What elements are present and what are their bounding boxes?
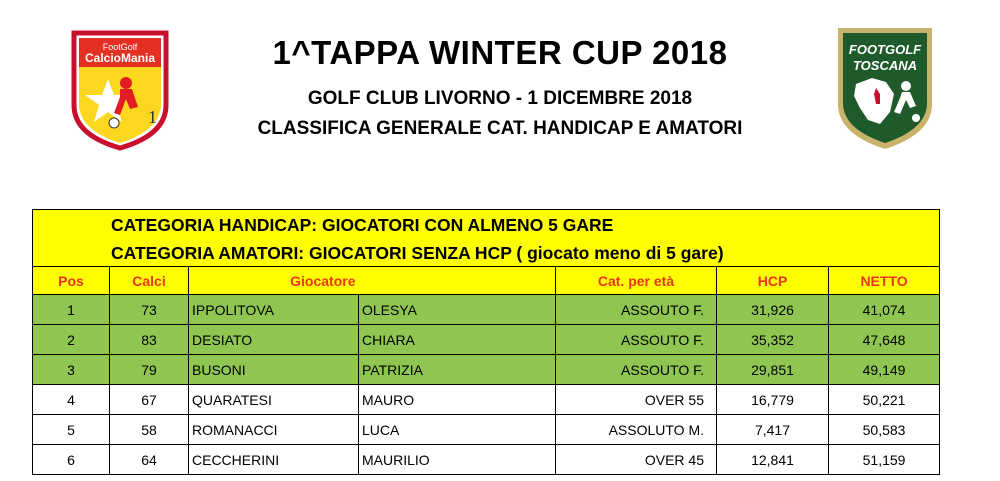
cell-cognome: QUARATESI <box>189 385 359 415</box>
cell-cognome: BUSONI <box>189 355 359 385</box>
cell-netto: 49,149 <box>829 355 940 385</box>
column-header-netto: NETTO <box>829 267 940 295</box>
page-title: 1^TAPPA WINTER CUP 2018 <box>272 34 728 71</box>
svg-text:CalcioMania: CalcioMania <box>84 51 156 65</box>
cell-netto: 50,583 <box>829 415 940 445</box>
svg-text:FOOTGOLF: FOOTGOLF <box>848 42 922 57</box>
table-row <box>33 445 940 475</box>
svg-text:1: 1 <box>148 107 157 127</box>
cell-hcp: 7,417 <box>717 415 829 445</box>
banner-amatori-line: CATEGORIA AMATORI: GIOCATORI SENZA HCP ( giocato meno di 5 gare) <box>111 243 724 263</box>
cell-calci: 83 <box>110 325 189 355</box>
cell-cat: ASSOLUTO M. <box>556 415 717 445</box>
column-header-giocatore-spacer <box>359 267 556 295</box>
cell-pos: 6 <box>33 445 110 475</box>
cell-calci: 64 <box>110 445 189 475</box>
column-header-giocatore: Giocatore <box>189 267 359 295</box>
table-row <box>33 355 940 385</box>
cell-nome: MAURO <box>359 385 556 415</box>
cell-cat: ASSOUTO F. <box>556 325 717 355</box>
results-table <box>32 209 940 475</box>
column-header-calci: Calci <box>110 267 189 295</box>
cell-nome: OLESYA <box>359 295 556 325</box>
cell-pos: 4 <box>33 385 110 415</box>
cell-netto: 47,648 <box>829 325 940 355</box>
table-header-row <box>33 267 940 295</box>
cell-netto: 50,221 <box>829 385 940 415</box>
calciomania-logo <box>68 27 172 151</box>
table-row <box>33 295 940 325</box>
table-row <box>33 325 940 355</box>
cell-netto: 41,074 <box>829 295 940 325</box>
cell-pos: 3 <box>33 355 110 385</box>
banner-handicap-line: CATEGORIA HANDICAP: GIOCATORI CON ALMENO 5 GARE <box>111 215 614 235</box>
column-header-hcp: HCP <box>717 267 829 295</box>
cell-cognome: IPPOLITOVA <box>189 295 359 325</box>
event-subtitle: GOLF CLUB LIVORNO - 1 DICEMBRE 2018 <box>307 88 693 109</box>
svg-text:TOSCANA: TOSCANA <box>852 58 918 73</box>
cell-cognome: DESIATO <box>189 325 359 355</box>
cell-pos: 1 <box>33 295 110 325</box>
cell-pos: 5 <box>33 415 110 445</box>
cell-calci: 73 <box>110 295 189 325</box>
cell-cat: ASSOUTO F. <box>556 355 717 385</box>
cell-cat: ASSOUTO F. <box>556 295 717 325</box>
cell-calci: 67 <box>110 385 189 415</box>
cell-calci: 58 <box>110 415 189 445</box>
category-banner <box>33 210 940 267</box>
cell-cat: OVER 55 <box>556 385 717 415</box>
table-row <box>33 415 940 445</box>
cell-nome: CHIARA <box>359 325 556 355</box>
svg-text:FootGolf: FootGolf <box>102 42 138 52</box>
column-header-cat: Cat. per età <box>556 267 717 295</box>
cell-cognome: ROMANACCI <box>189 415 359 445</box>
cell-hcp: 35,352 <box>717 325 829 355</box>
column-header-pos: Pos <box>33 267 110 295</box>
ranking-subtitle: CLASSIFICA GENERALE CAT. HANDICAP E AMATORI <box>257 118 743 139</box>
table-row <box>33 385 940 415</box>
cell-nome: PATRIZIA <box>359 355 556 385</box>
cell-nome: MAURILIO <box>359 445 556 475</box>
cell-nome: LUCA <box>359 415 556 445</box>
cell-hcp: 29,851 <box>717 355 829 385</box>
footgolf-toscana-logo <box>834 24 936 152</box>
cell-hcp: 16,779 <box>717 385 829 415</box>
cell-calci: 79 <box>110 355 189 385</box>
cell-netto: 51,159 <box>829 445 940 475</box>
cell-cat: OVER 45 <box>556 445 717 475</box>
cell-cognome: CECCHERINI <box>189 445 359 475</box>
cell-hcp: 12,841 <box>717 445 829 475</box>
cell-pos: 2 <box>33 325 110 355</box>
cell-hcp: 31,926 <box>717 295 829 325</box>
